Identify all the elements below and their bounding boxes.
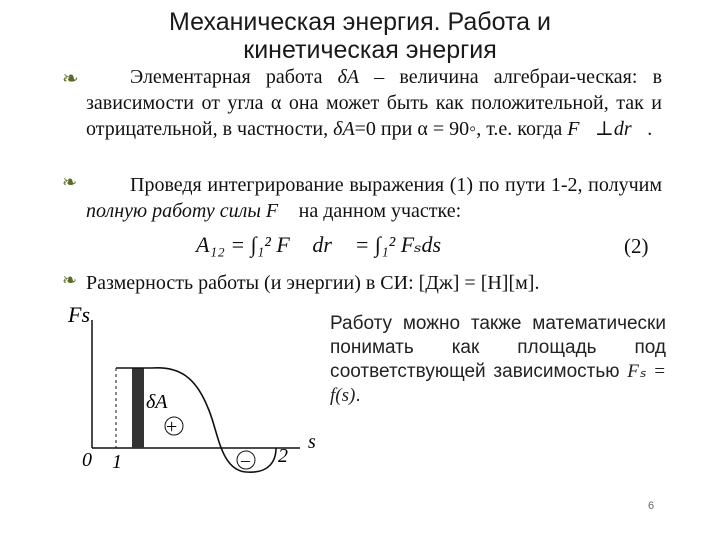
work-formula: A₁₂ = ∫₁² F⃗ dr⃗ = ∫₁² Fₛds xyxy=(196,232,442,257)
side-formula: Fₛ = f(s) xyxy=(330,361,666,406)
side-text xyxy=(330,312,666,408)
text: – величина алгебраи-ческая: в зависимости от угла α она может быть как положительной, так и отрицательной, в частности, xyxy=(86,66,663,140)
x-axis-label: s xyxy=(308,431,316,453)
term-full-work: полную работу силы xyxy=(86,200,266,222)
equation-number: (2) xyxy=(624,234,649,258)
strip-label: δA xyxy=(146,391,168,413)
page-number: 6 xyxy=(648,500,655,512)
origin-label: 0 xyxy=(82,449,92,471)
text: . xyxy=(355,385,361,406)
y-axis-label: Fs xyxy=(68,302,90,327)
symbol-dA: δA xyxy=(333,118,355,140)
bullet-icon: ❧ xyxy=(62,172,78,192)
text: . xyxy=(647,118,653,140)
text: Работу можно также математически понимать как площадь под соответствующей зависимостью xyxy=(330,313,666,382)
title-line-1: Механическая энергия. Работа и xyxy=(169,8,551,36)
plus-sign: + xyxy=(166,416,178,438)
paragraph-units: Размерность работы (и энергии) в СИ: [Дж] = [Н][м]. xyxy=(86,272,540,294)
bullet-icon: ❧ xyxy=(62,68,79,90)
title-line-2: кинетическая энергия xyxy=(243,36,497,64)
text: =0 при α = 90◦, т.е. когда xyxy=(354,118,568,140)
text: Элементарная работа xyxy=(130,66,338,88)
point-2-label: 2 xyxy=(278,445,288,467)
work-strip xyxy=(132,368,144,448)
symbol-dA: δA xyxy=(337,66,360,88)
bullet-icon: ❧ xyxy=(62,270,78,290)
paragraph-integration xyxy=(86,172,662,224)
minus-sign: – xyxy=(241,450,250,470)
slide-title xyxy=(0,8,720,64)
text: на данном участке: xyxy=(293,200,462,222)
point-1-label: 1 xyxy=(112,451,122,473)
symbol-F: F⃗ xyxy=(265,200,294,222)
paragraph-elementary-work xyxy=(86,64,662,142)
text: Проведя интегрирование выражения (1) по пути 1-2, получим xyxy=(130,174,662,196)
symbol-perpendicular: F⃗⊥dr⃗ xyxy=(567,118,648,140)
